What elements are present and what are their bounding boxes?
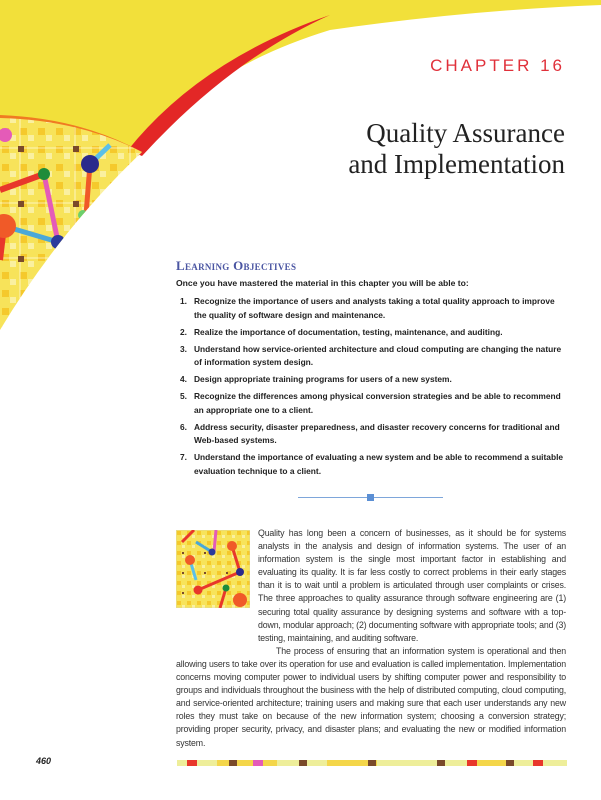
objective-text: Realize the importance of documentation, testing, maintenance, and auditing. bbox=[194, 326, 503, 337]
footer-decorative-bar bbox=[177, 760, 567, 766]
learning-objectives-intro: Once you have mastered the material in this chapter you will be able to: bbox=[176, 278, 469, 288]
objective-number: 3. bbox=[180, 343, 187, 354]
chapter-title bbox=[348, 118, 565, 180]
learning-objectives-list bbox=[176, 295, 566, 482]
chapter-title-line2: and Implementation bbox=[348, 149, 565, 179]
objective-text: Understand the importance of evaluating a new system and be able to recommend a suitable evaluation technique to a client. bbox=[194, 452, 564, 476]
objective-text: Recognize the importance of users and analysts taking a total quality approach to improve the quality of software design and maintenance. bbox=[194, 296, 555, 320]
objective-number: 2. bbox=[180, 326, 187, 337]
page-number: 460 bbox=[36, 756, 52, 766]
chapter-thumbnail-image bbox=[176, 530, 250, 608]
objective-text: Design appropriate training programs for users of a new system. bbox=[194, 374, 452, 384]
objective-item bbox=[176, 390, 566, 417]
objective-number: 5. bbox=[180, 391, 187, 401]
objective-number: 7. bbox=[180, 452, 187, 462]
objective-number: 1. bbox=[180, 296, 187, 306]
objective-number: 6. bbox=[180, 421, 187, 432]
chapter-label: CHAPTER 16 bbox=[430, 56, 565, 75]
section-divider-marker bbox=[367, 494, 374, 501]
body-paragraph-1: Quality has long been a concern of businesses, as it should be for systems analysts in the analysis and design of information systems. The user of an information system is the single most important factor in establishing and evaluating its quality. It is far less costly to correct problems in their early stages than it is to wait until a problem is articulated through user complaints or crises. The three approaches to quality assurance through software engineering are (1) securing total quality assurance by designing systems and software with a top-down, modular approach; (2) documenting software with appropriate tools; and (3) testing, maintaining, and auditing software. bbox=[258, 528, 566, 643]
objective-text: Understand how service-oriented architecture and cloud computing are changing the nature of information system design. bbox=[194, 343, 562, 367]
objective-item bbox=[176, 295, 566, 322]
body-paragraph-2: The process of ensuring that an information system is operational and then allowing users to take over its operation for use and evaluation is called implementation. Implementation concerns moving computer power to individual users by shifting computer power and responsibility to groups and individuals throughout the business with the help of distributed computing, cloud computing, and service-oriented architecture; training users and making sure that each user understands any new roles they must take on because of the new information system; choosing a conversion strategy; providing proper security, privacy, and disaster plans; and evaluating the new or modified information system. bbox=[176, 645, 566, 748]
objective-number: 4. bbox=[180, 374, 187, 384]
objective-text: Recognize the differences among physical conversion strategies and be able to recommend an appropriate one to a client. bbox=[194, 391, 561, 415]
learning-objectives-heading: Learning Objectives bbox=[176, 258, 297, 273]
objective-item bbox=[176, 326, 566, 340]
objective-text: Address security, disaster preparedness, and disaster recovery concerns for traditional and Web-based systems. bbox=[194, 421, 560, 445]
objective-item bbox=[176, 421, 566, 448]
objective-item bbox=[176, 343, 566, 370]
objective-item bbox=[176, 373, 566, 387]
objective-item bbox=[176, 451, 566, 478]
chapter-title-line1: Quality Assurance bbox=[366, 118, 565, 148]
